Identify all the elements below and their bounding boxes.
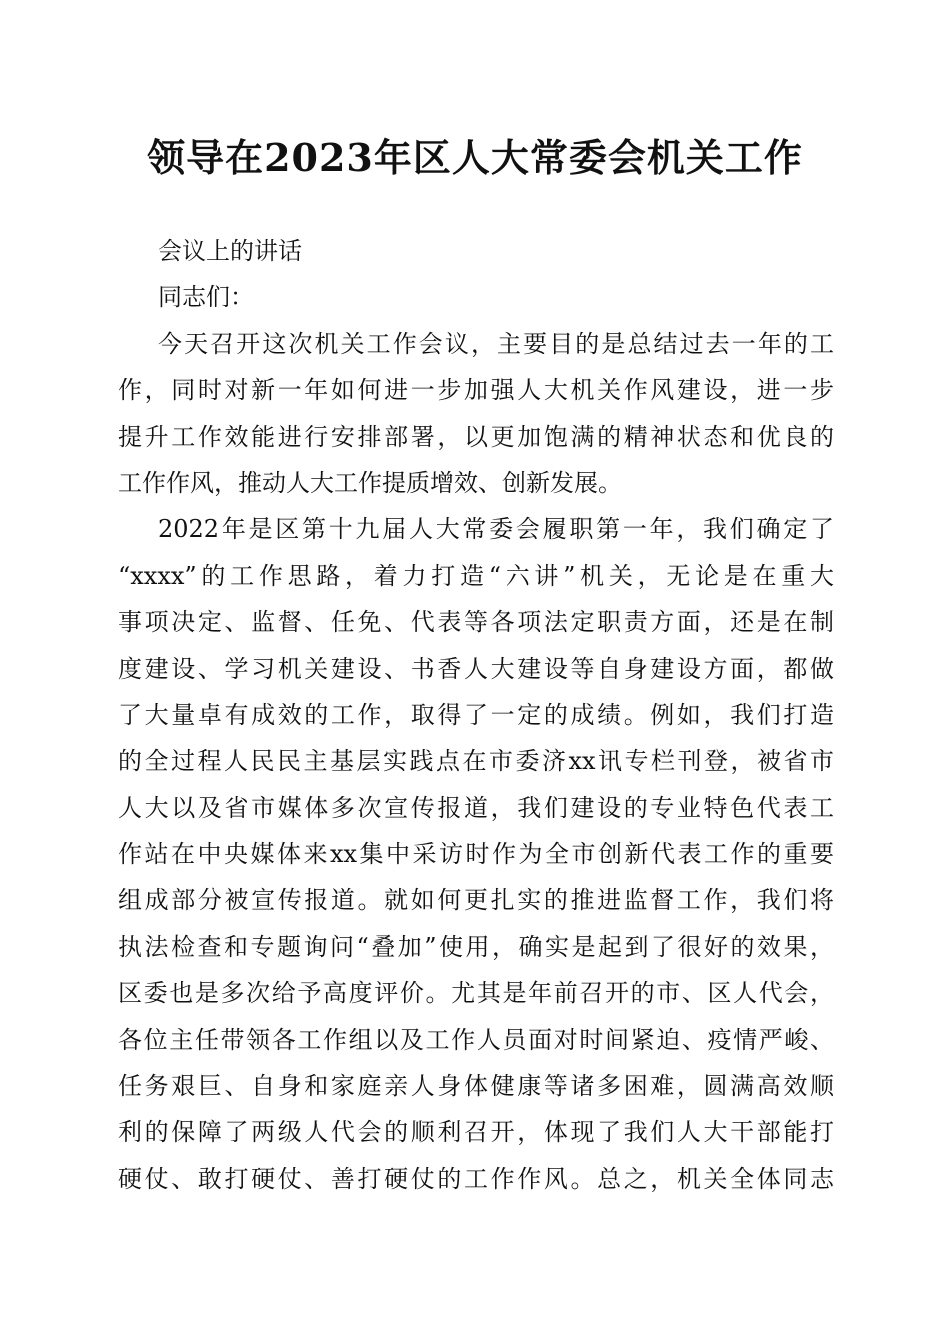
paragraph-2-line: 区委也是多次给予高度评价。尤其是年前召开的市、区人代会， bbox=[118, 979, 834, 1008]
paragraph-1-line: 作，同时对新一年如何进一步加强人大机关作风建设，进一步 bbox=[118, 376, 834, 405]
document-body bbox=[118, 228, 834, 1202]
paragraph-2-line: 利的保障了两级人代会的顺利召开，体现了我们人大干部能打 bbox=[118, 1118, 834, 1147]
paragraph-2-line: 硬仗、敢打硬仗、善打硬仗的工作作风。总之，机关全体同志 bbox=[118, 1164, 834, 1193]
paragraph-2-line: 事项决定、监督、任免、代表等各项法定职责方面，还是在制 bbox=[118, 608, 834, 637]
paragraph-2-line: 人大以及省市媒体多次宣传报道，我们建设的专业特色代表工 bbox=[118, 793, 834, 822]
paragraph-1-line: 工作作风，推动人大工作提质增效、创新发展。 bbox=[118, 468, 622, 497]
paragraph-1-line: 今天召开这次机关工作会议，主要目的是总结过去一年的工 bbox=[158, 329, 834, 358]
paragraph-2-line: 的全过程人民民主基层实践点在市委济xx讯专栏刊登，被省市 bbox=[118, 747, 834, 776]
paragraph-2-line: 任务艰巨、自身和家庭亲人身体健康等诸多困难，圆满高效顺 bbox=[118, 1072, 834, 1101]
paragraph-2-line: 了大量卓有成效的工作，取得了一定的成绩。例如，我们打造 bbox=[118, 700, 834, 729]
title-continuation-line: 会议上的讲话 bbox=[158, 237, 302, 265]
document-title: 领导在2023年区人大常委会机关工作 bbox=[147, 135, 803, 180]
salutation-line: 同志们： bbox=[158, 283, 254, 312]
paragraph-2-line: 作站在中央媒体来xx集中采访时作为全市创新代表工作的重要 bbox=[118, 840, 834, 869]
paragraph-2-line: “xxxx”的工作思路，着力打造“六讲”机关，无论是在重大 bbox=[118, 561, 834, 590]
paragraph-2-line: 执法检查和专题询问“叠加”使用，确实是起到了很好的效果， bbox=[118, 932, 834, 961]
paragraph-2-line: 各位主任带领各工作组以及工作人员面对时间紧迫、疫情严峻、 bbox=[118, 1025, 834, 1054]
paragraph-2-line: 度建设、学习机关建设、书香人大建设等自身建设方面，都做 bbox=[118, 654, 834, 683]
paragraph-2-line: 组成部分被宣传报道。就如何更扎实的推进监督工作，我们将 bbox=[118, 886, 834, 915]
paragraph-2-line: 2022年是区第十九届人大常委会履职第一年，我们确定了 bbox=[158, 515, 834, 544]
paragraph-1-line: 提升工作效能进行安排部署，以更加饱满的精神状态和优良的 bbox=[118, 422, 834, 451]
